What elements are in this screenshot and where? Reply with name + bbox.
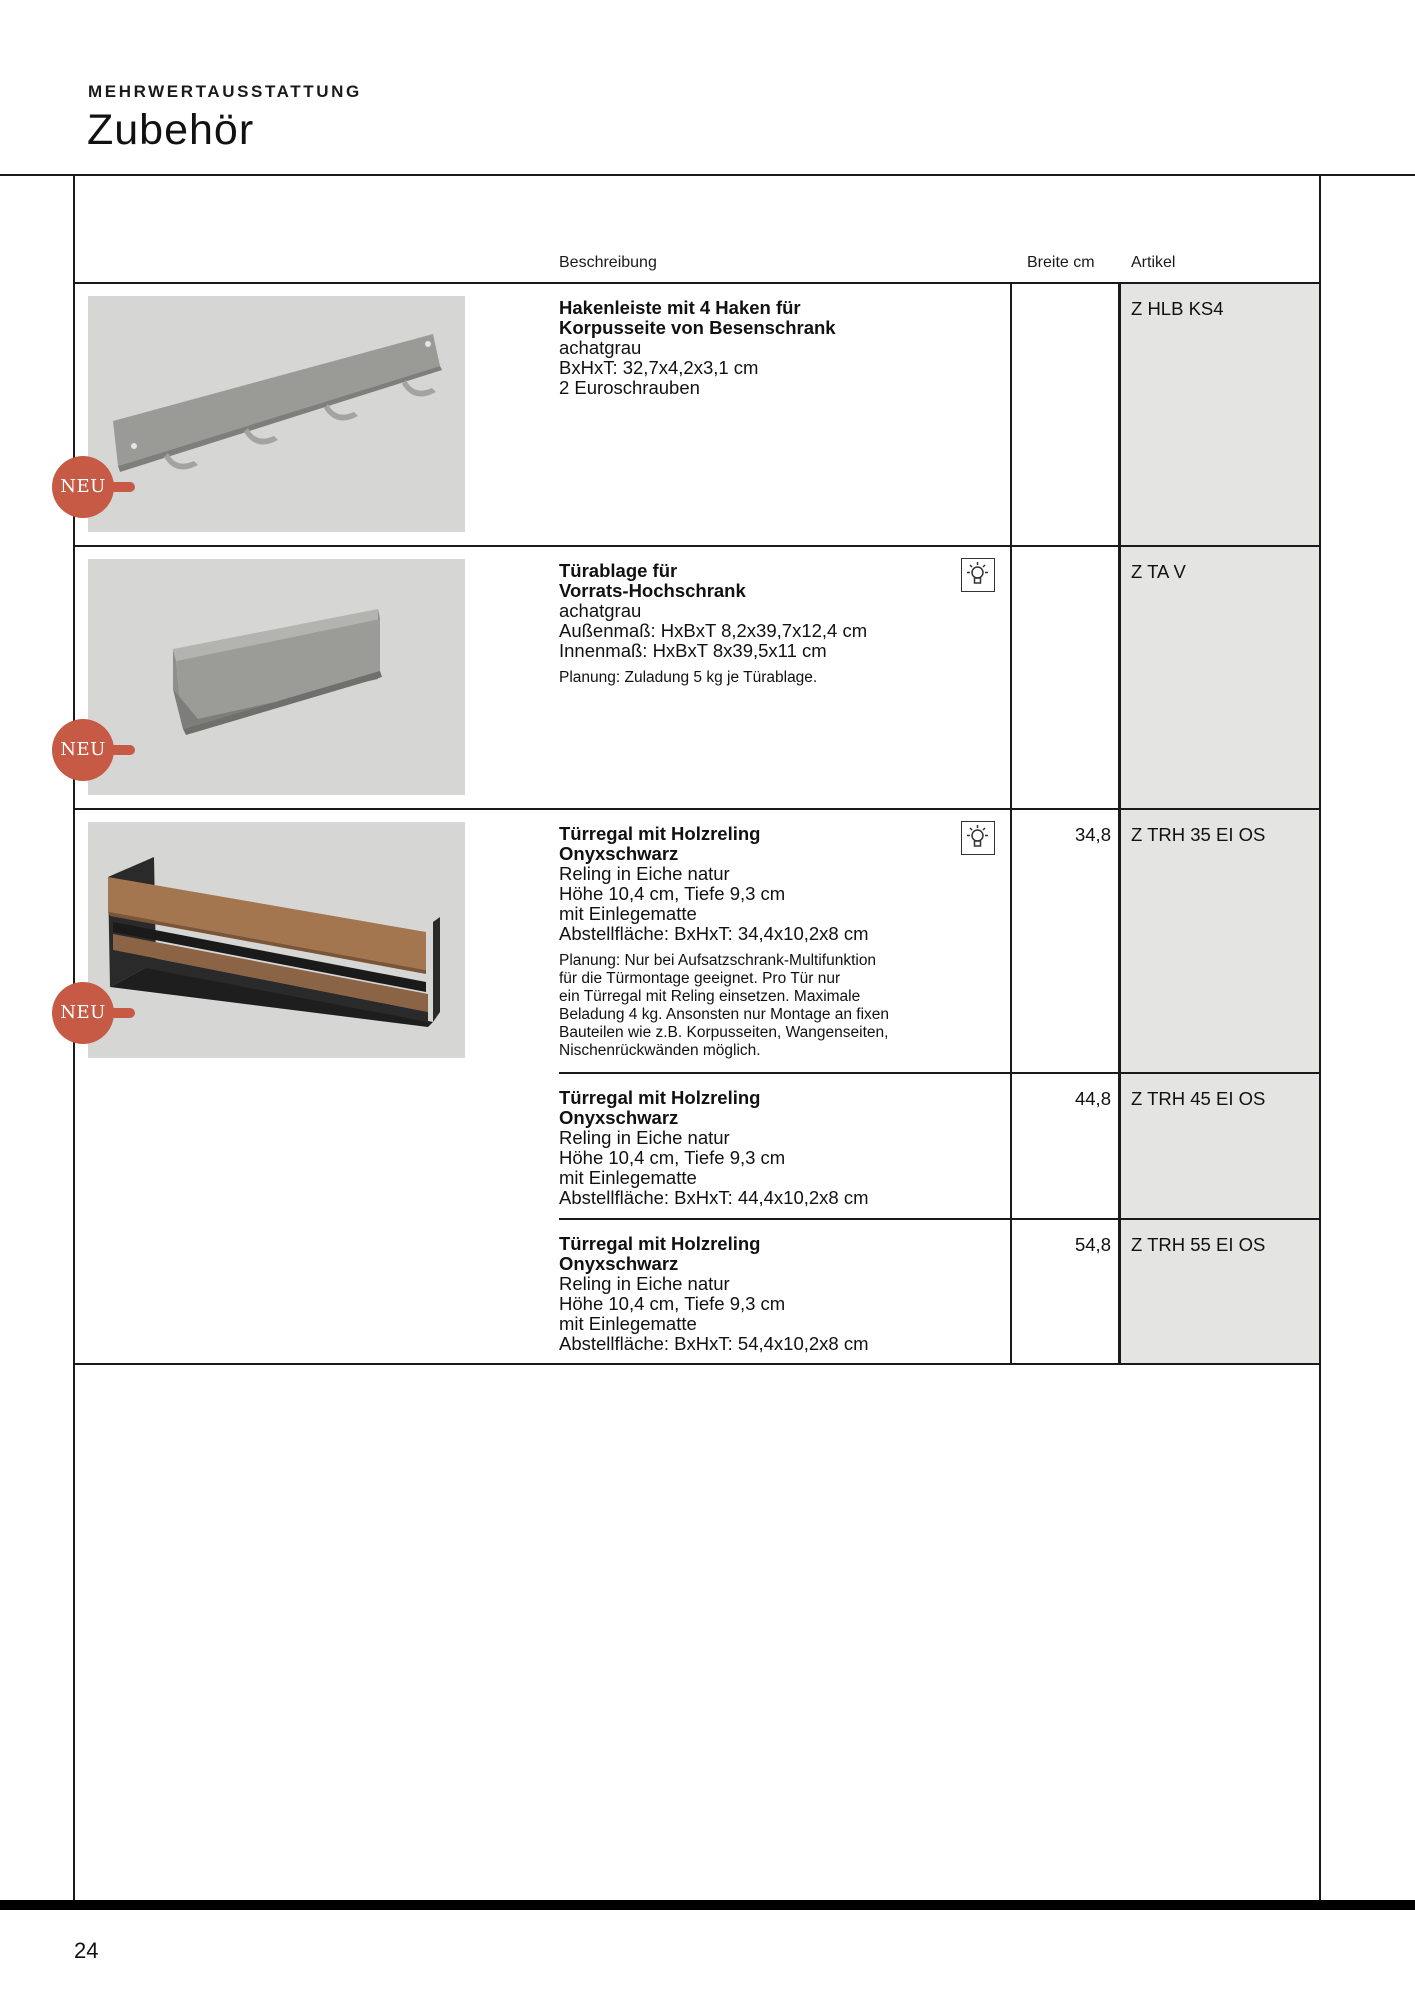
- width-value: 54,8: [1074, 1234, 1111, 1255]
- product-detail-line: Abstellfläche: BxHxT: 54,4x10,2x8 cm: [559, 1333, 869, 1354]
- product-title-line: Vorrats-Hochschrank: [559, 580, 746, 601]
- column-header-article: Artikel: [1131, 254, 1176, 271]
- article-number: Z TRH 35 EI OS: [1131, 824, 1266, 845]
- page-number: 24: [74, 1938, 99, 1963]
- planning-note-line: ein Türregal mit Reling einsetzen. Maximale: [559, 988, 861, 1005]
- product-title-line: Hakenleiste mit 4 Haken für: [559, 297, 801, 318]
- door-shelf-wood-rail-image: [88, 822, 465, 1058]
- table-right-border: [1319, 175, 1321, 1901]
- planning-note-line: Bauteilen wie z.B. Korpusseiten, Wangenseiten,: [559, 1024, 889, 1041]
- door-tray-image: [88, 559, 465, 795]
- product-detail-line: Abstellfläche: BxHxT: 44,4x10,2x8 cm: [559, 1187, 869, 1208]
- product-detail-line: BxHxT: 32,7x4,2x3,1 cm: [559, 357, 759, 378]
- product-title-line: Türregal mit Holzreling: [559, 1233, 761, 1254]
- width-value: 44,8: [1074, 1088, 1111, 1109]
- product-detail-line: Höhe 10,4 cm, Tiefe 9,3 cm: [559, 1147, 786, 1168]
- product-description: [559, 298, 969, 398]
- product-title-line: Türregal mit Holzreling: [559, 1087, 761, 1108]
- article-number: Z TRH 45 EI OS: [1131, 1088, 1266, 1109]
- row-divider: [559, 1218, 1320, 1220]
- article-number: Z HLB KS4: [1131, 298, 1224, 319]
- planning-note-line: Beladung 4 kg. Ansonsten nur Montage an fixen: [559, 1006, 890, 1023]
- new-badge: NEU: [52, 982, 114, 1044]
- planning-note-line: Planung: Nur bei Aufsatzschrank-Multifunktion: [559, 952, 877, 969]
- product-detail-line: Reling in Eiche natur: [559, 1127, 730, 1148]
- product-detail-line: Abstellfläche: BxHxT: 34,4x10,2x8 cm: [559, 923, 869, 944]
- product-detail-line: 2 Euroschrauben: [559, 377, 700, 398]
- product-description: [559, 561, 969, 687]
- product-detail-line: mit Einlegematte: [559, 903, 697, 924]
- product-description: [559, 1088, 969, 1208]
- planning-note-line: Nischenrückwänden möglich.: [559, 1042, 761, 1059]
- product-title-line: Türablage für: [559, 560, 678, 581]
- planning-lightbulb-icon: [961, 821, 995, 855]
- planning-note: [559, 952, 969, 1060]
- column-header-rule: [74, 282, 1320, 284]
- article-cell-bg: [1120, 284, 1320, 545]
- product-title-line: Korpusseite von Besenschrank: [559, 317, 836, 338]
- product-title-line: Türregal mit Holzreling: [559, 823, 761, 844]
- product-title-line: Onyxschwarz: [559, 1107, 679, 1128]
- section-kicker: MEHRWERTAUSSTATTUNG: [88, 82, 362, 101]
- product-detail-line: Innenmaß: HxBxT 8x39,5x11 cm: [559, 640, 827, 661]
- product-detail-line: Reling in Eiche natur: [559, 1273, 730, 1294]
- product-title-line: Onyxschwarz: [559, 843, 679, 864]
- product-detail-line: achatgrau: [559, 337, 642, 358]
- header-rule: [0, 174, 1415, 176]
- column-header-width: Breite cm: [1027, 254, 1095, 271]
- product-description: [559, 824, 969, 1060]
- article-cell-bg: [1120, 547, 1320, 808]
- new-badge: NEU: [52, 456, 114, 518]
- product-detail-line: mit Einlegematte: [559, 1313, 697, 1334]
- product-description: [559, 1234, 969, 1354]
- product-detail-line: achatgrau: [559, 600, 642, 621]
- footer-bar: [0, 1900, 1415, 1910]
- product-detail-line: Höhe 10,4 cm, Tiefe 9,3 cm: [559, 883, 786, 904]
- product-detail-line: mit Einlegematte: [559, 1167, 697, 1188]
- article-column-border: [1118, 283, 1121, 1364]
- product-detail-line: Außenmaß: HxBxT 8,2x39,7x12,4 cm: [559, 620, 868, 641]
- new-badge: NEU: [52, 719, 114, 781]
- product-title-line: Onyxschwarz: [559, 1253, 679, 1274]
- page-title: Zubehör: [87, 106, 255, 154]
- article-cell-bg: [1120, 810, 1320, 1072]
- row-divider: [74, 545, 1320, 547]
- column-header-description: Beschreibung: [559, 254, 657, 271]
- planning-note: Planung: Zuladung 5 kg je Türablage.: [559, 669, 818, 686]
- product-detail-line: Höhe 10,4 cm, Tiefe 9,3 cm: [559, 1293, 786, 1314]
- row-divider: [74, 808, 1320, 810]
- article-number: Z TA V: [1131, 561, 1186, 582]
- row-divider: [559, 1072, 1320, 1074]
- hook-rail-image: [88, 296, 465, 532]
- planning-note-line: für die Türmontage geeignet. Pro Tür nur: [559, 970, 841, 987]
- product-detail-line: Reling in Eiche natur: [559, 863, 730, 884]
- article-number: Z TRH 55 EI OS: [1131, 1234, 1266, 1255]
- table-bottom-rule: [74, 1363, 1320, 1365]
- planning-lightbulb-icon: [961, 558, 995, 592]
- width-value: 34,8: [1074, 824, 1111, 845]
